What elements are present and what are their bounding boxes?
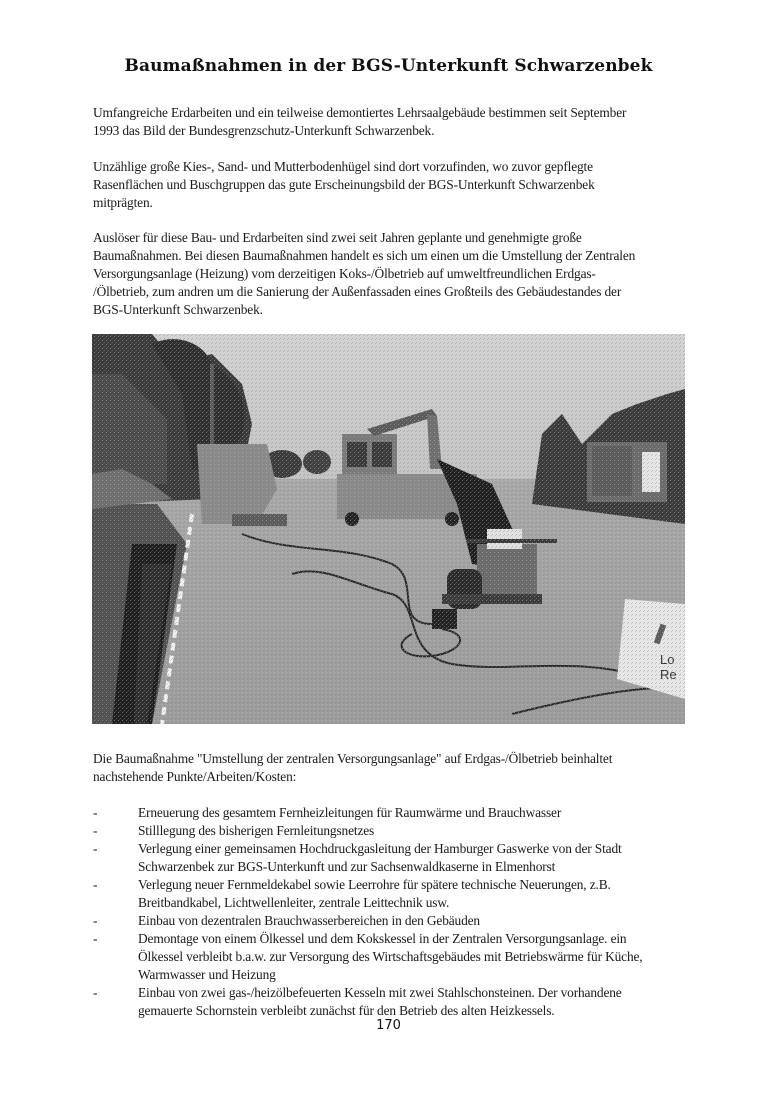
text-line: Rasenflächen und Buschgruppen das gute Erscheinungsbild der BGS-Unterkunft Schwarzenbek: [93, 177, 595, 192]
bullet-dash: -: [93, 985, 98, 1000]
list-item: [93, 930, 693, 984]
construction-site-photo: [92, 334, 685, 724]
text-line: Einbau von zwei gas-/heizölbefeuerten Kesseln mit zwei Stahlschonsteinen. Der vorhandene: [138, 985, 622, 1000]
list-item: [93, 822, 693, 840]
photo-illustration: [92, 334, 685, 724]
text-line: Versorgungsanlage (Heizung) vom derzeitigen Koks-/Ölbetrieb auf umweltfreundlichen Erdgas-: [93, 266, 596, 281]
list-item: [93, 984, 693, 1020]
text-line: Einbau von dezentralen Brauchwasserbereichen in den Gebäuden: [138, 913, 480, 928]
page-title: Baumaßnahmen in der BGS-Unterkunft Schwarzenbek: [124, 56, 653, 76]
page-number: 170: [376, 1018, 401, 1033]
text-line: Unzählige große Kies-, Sand- und Mutterbodenhügel sind dort vorzufinden, wo zuvor gepflegte: [93, 159, 593, 174]
text-line: /Ölbetrieb, zum andren um die Sanierung der Außenfassaden eines Großteils des Gebäudestandes der: [93, 284, 622, 299]
text-line: Schwarzenbek zur BGS-Unterkunft und zur Sachsenwaldkaserne in Elmenhorst: [138, 859, 556, 874]
text-line: Baumaßnahmen. Bei diesen Baumaßnahmen handelt es sich um einen um die Umstellung der Zentralen: [93, 248, 636, 263]
paragraph-intro: [93, 104, 693, 140]
text-line: gemauerte Schornstein verbleibt zunächst für den Betrieb des alten Heizkessels.: [138, 1003, 555, 1018]
paragraph-list-intro: [93, 750, 693, 786]
text-line: Warmwasser und Heizung: [138, 967, 276, 982]
text-line: 1993 das Bild der Bundesgrenzschutz-Unterkunft Schwarzenbek.: [93, 123, 435, 138]
text-line: Erneuerung des gesamtem Fernheizleitungen für Raumwärme und Brauchwasser: [138, 805, 562, 820]
bullet-dash: -: [93, 823, 98, 838]
text-line: Verlegung einer gemeinsamen Hochdruckgasleitung der Hamburger Gaswerke von der Stadt: [138, 841, 622, 856]
text-line: nachstehende Punkte/Arbeiten/Kosten:: [93, 769, 297, 784]
list-item: [93, 804, 693, 822]
list-item: [93, 912, 693, 930]
text-line: Demontage von einem Ölkessel und dem Kokskessel in der Zentralen Versorgungsanlage. ein: [138, 931, 627, 946]
text-line: Stilllegung des bisherigen Fernleitungsnetzes: [138, 823, 375, 838]
bullet-dash: -: [93, 877, 98, 892]
text-line: Ölkessel verbleibt b.a.w. zur Versorgung des Wirtschaftsgebäudes mit Betriebswärme für Küche,: [138, 949, 643, 964]
bullet-dash: -: [93, 805, 98, 820]
text-line: BGS-Unterkunft Schwarzenbek.: [93, 302, 263, 317]
list-item: [93, 840, 693, 876]
text-line: mitprägten.: [93, 195, 153, 210]
bullet-dash: -: [93, 841, 98, 856]
photo-grain: [92, 334, 685, 724]
bullet-dash: -: [93, 931, 98, 946]
list-item: [93, 876, 693, 912]
text-line: Die Baumaßnahme "Umstellung der zentralen Versorgungsanlage" auf Erdgas-/Ölbetrieb beinhaltet: [93, 751, 613, 766]
measures-list: [93, 804, 693, 1020]
text-line: Umfangreiche Erdarbeiten und ein teilweise demontiertes Lehrsaalgebäude bestimmen seit September: [93, 105, 627, 120]
text-line: Breitbandkabel, Lichtwellenleiter, zentrale Leittechnik usw.: [138, 895, 450, 910]
bullet-dash: -: [93, 913, 98, 928]
text-line: Auslöser für diese Bau- und Erdarbeiten sind zwei seit Jahren geplante und genehmigte große: [93, 230, 582, 245]
paragraph-hills: [93, 158, 693, 212]
paragraph-cause: [93, 229, 693, 319]
text-line: Verlegung neuer Fernmeldekabel sowie Leerrohre für spätere technische Neuerungen, z.B.: [138, 877, 611, 892]
